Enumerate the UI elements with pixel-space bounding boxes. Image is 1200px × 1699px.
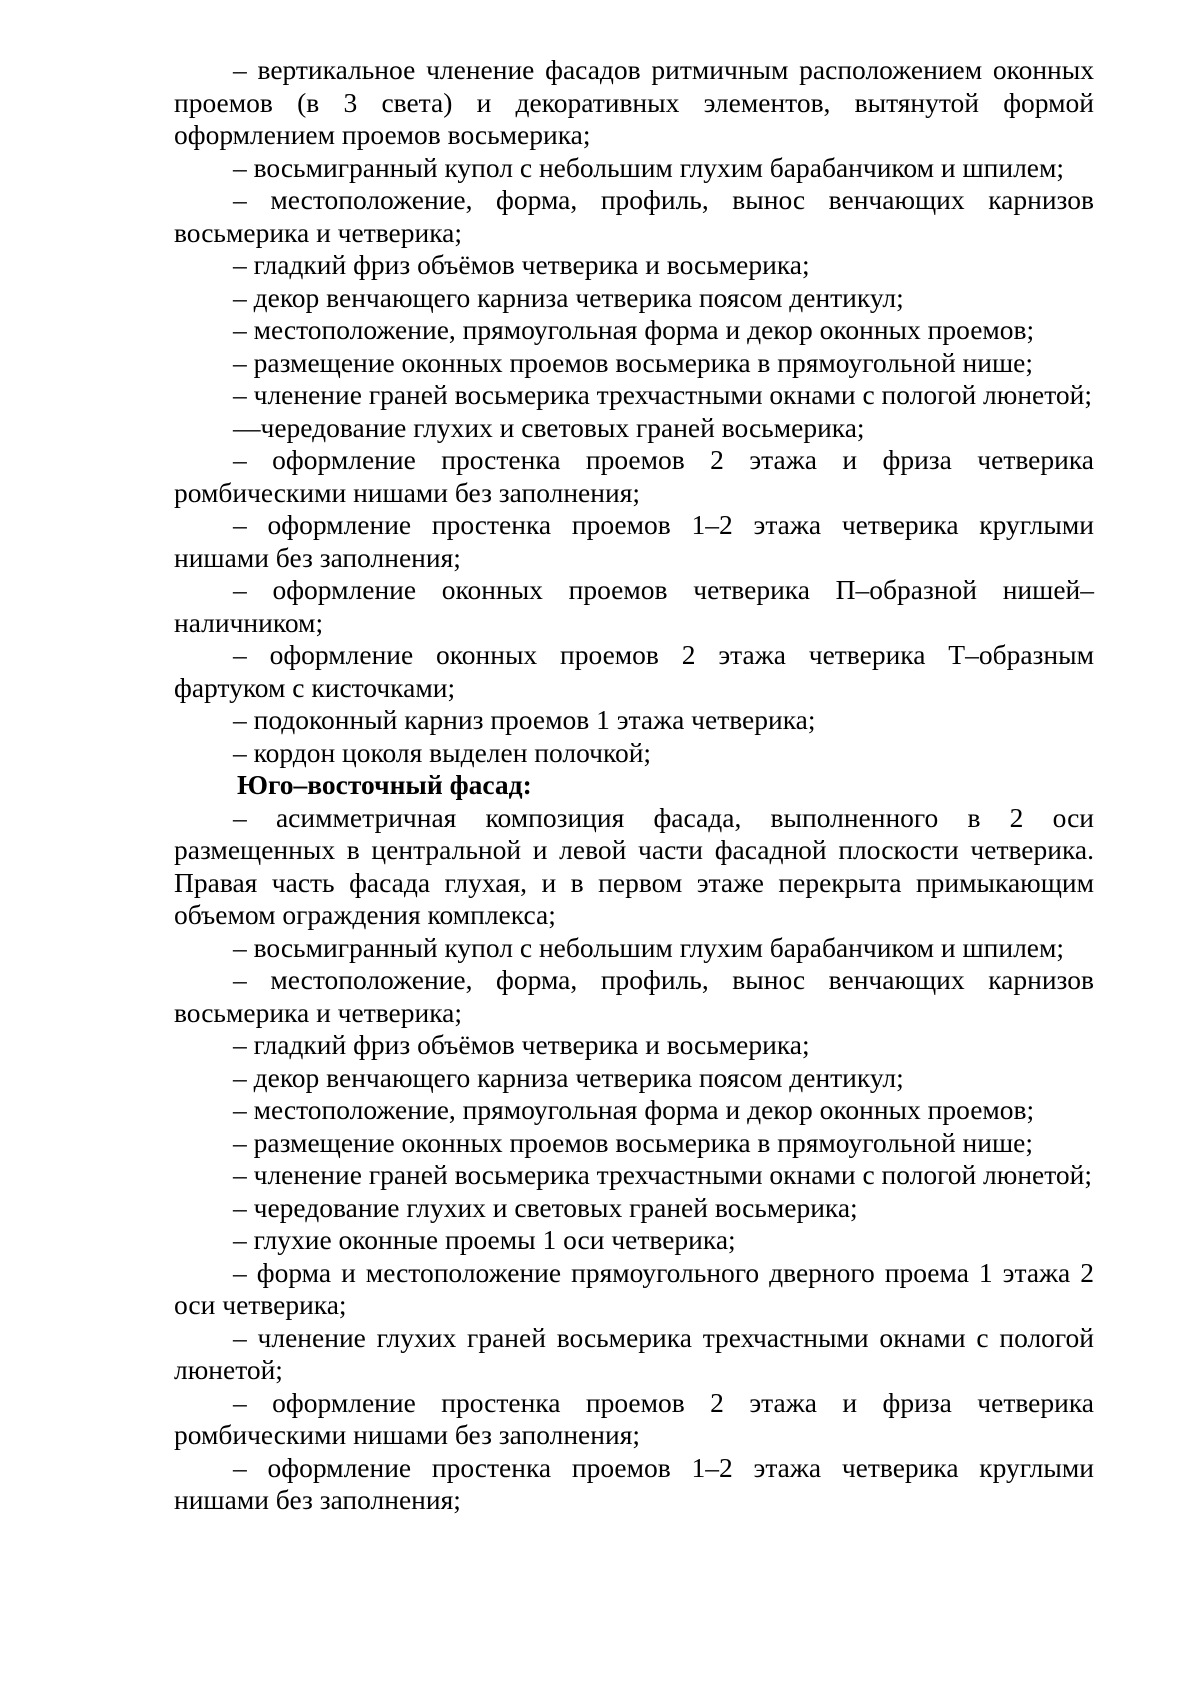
list-item: – чередование глухих и световых граней восьмерика; [233,1191,858,1223]
list-item: – форма и местоположение прямоугольного дверного проема 1 этажа 2 оси четверика; [174,1256,1094,1320]
list-item: – местоположение, прямоугольная форма и декор оконных проемов; [233,1094,1035,1125]
list-item: —чередование глухих и световых граней восьмерика; [233,411,865,443]
section-heading: Юго–восточный фасад: [237,769,532,800]
list-item: – оформление простенка проемов 1–2 этажа четверика круглыми нишами без заполнения; [174,1451,1094,1515]
list-item: – восьмигранный купол с небольшим глухим барабанчиком и шпилем; [233,151,1065,183]
list-item: – декор венчающего карниза четверика поясом дентикул; [233,281,904,313]
list-item: – размещение оконных проемов восьмерика в прямоугольной нише; [233,1126,1033,1158]
list-item: – оформление простенка проемов 1–2 этажа четверика круглыми нишами без заполнения; [174,509,1094,573]
list-item: – асимметричная композиция фасада, выполненного в 2 оси размещенных в центральной и левой части фасадной плоскости четверика. Правая часть фасада глухая, и в первом этаже перекрыта примыкающим объемом ограждения комплекса; [174,801,1094,930]
list-item: – членение граней восьмерика трехчастными окнами с пологой люнетой; [233,1159,1092,1190]
list-item: – вертикальное членение фасадов ритмичным расположением оконных проемов (в 3 света) и декоративных элементов, вытянутой формой оформлением проемов восьмерика; [174,54,1094,150]
list-item: – размещение оконных проемов восьмерика в прямоугольной нише; [233,346,1033,378]
list-item: – местоположение, прямоугольная форма и декор оконных проемов; [233,314,1035,345]
list-item: – гладкий фриз объёмов четверика и восьмерика; [233,1029,810,1060]
list-item: – оформление оконных проемов 2 этажа четверика Т–образным фартуком с кисточками; [174,639,1094,703]
list-item: – восьмигранный купол с небольшим глухим барабанчиком и шпилем; [233,931,1065,963]
list-item: – членение глухих граней восьмерика трехчастными окнами с пологой люнетой; [174,1321,1094,1385]
list-item: – подоконный карниз проемов 1 этажа четверика; [233,704,816,735]
list-item: – гладкий фриз объёмов четверика и восьмерика; [233,249,810,280]
list-item: – оформление простенка проемов 2 этажа и фриза четверика ромбическими нишами без заполнения; [174,1386,1094,1450]
list-item: – местоположение, форма, профиль, вынос венчающих карнизов восьмерика и четверика; [174,184,1094,248]
list-item: – членение граней восьмерика трехчастными окнами с пологой люнетой; [233,379,1092,410]
document-page [174,54,1094,1517]
list-item: – декор венчающего карниза четверика поясом дентикул; [233,1061,904,1093]
list-item: – оформление оконных проемов четверика П–образной нишей–наличником; [174,574,1094,638]
list-item: – местоположение, форма, профиль, вынос венчающих карнизов восьмерика и четверика; [174,964,1094,1028]
list-item: – глухие оконные проемы 1 оси четверика; [233,1224,736,1255]
list-item: – кордон цоколя выделен полочкой; [233,736,652,768]
list-item: – оформление простенка проемов 2 этажа и фриза четверика ромбическими нишами без заполнения; [174,444,1094,508]
